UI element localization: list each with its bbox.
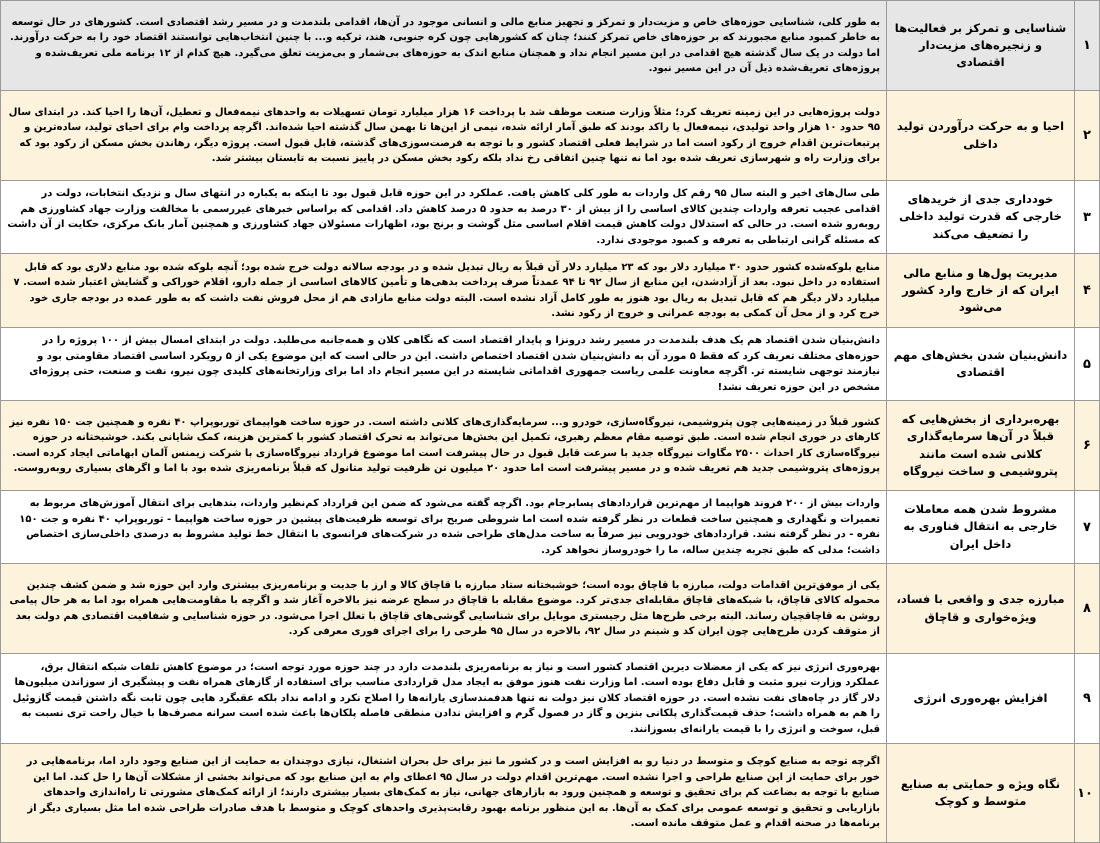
- table-row: [1, 91, 1100, 181]
- row-title: افزایش بهره‌وری انرژی: [887, 654, 1075, 744]
- row-title: مدیریت پول‌ها و منابع مالی ایران که از خارج وارد کشور می‌شود: [887, 254, 1075, 328]
- row-description: کشور قبلاً در زمینه‌هایی چون پتروشیمی، نیروگاه‌سازی، خودرو و... سرمایه‌گذاری‌های کلانی داشته است. در حوزه ساخت هواپیمای توربوپراپ ۴۰ نفره و همچنین جت ۱۵۰ نفره نیز کارهای در خوری انجام شده است. طبق توصیه مقام معظم رهبری، تکمیل این بخش‌ها می‌تواند به تحرک اقتصاد کشور با کمترین هزینه، کمک شایانی بکند. خوشبختانه در حوزه نیروگاه‌سازی کار احداث ۲۵۰۰ مگاوات نیروگاه جدید با سرعت قابل قبول در حال پیشرفت است اما موضوع قرارداد نیروگاه‌سازی با شرکت زیمنس آلمان ابهاماتی ایجاد کرده است. پروژه‌های پتروشیمی جدید هم تعریف شده و در مسیر پیشرفت است اما حدود ۲۰ میلیون تن ظرفیت تولید متانول که قبلاً برنامه‌ریزی شده بود با اما و اگرهای بسیاری روبه‌روست.: [1, 401, 887, 491]
- row-description: دولت پروژه‌هایی در این زمینه تعریف کرد؛ مثلاً وزارت صنعت موظف شد با پرداخت ۱۶ هزار میلیارد تومان تسهیلات به واحدهای نیمه‌فعال و تعطیل، آن‌ها را احیا کند. در ابتدای سال ۹۵ حدود ۱۰ هزار واحد تولیدی، نیمه‌فعال یا راکد بودند که طبق آمار ارائه شده، نیمی از این‌ها تا بهمن سال گذشته احیا شده‌اند. اگرچه پرداخت وام برای احیای تولید، ساده‌ترین و پرتبعات‌ترین اقدام خروج از رکود است اما در شرایط فعلی اقتصاد کشور و با توجه به فرصت‌سوزی‌های گذشته، قابل قبول است. پروژه دیگر، رهاندن بخش مسکن از رکود بود که برای وزارت راه و شهرسازی تعریف شده بود اما نه تنها چنین اتفاقی رخ نداد بلکه رکود بخش مسکن در پاییز نسبت به تابستان بیشتر شد.: [1, 91, 887, 181]
- row-description: اگرچه توجه به صنایع کوچک و متوسط در دنیا رو به افزایش است و در کشور ما نیز برای حل بحران اشتغال، نیازی دوچندان به حمایت از این صنایع وجود دارد اما، برنامه‌هایی در خور برای حمایت از این صنایع طراحی و اجرا نشده است. مهم‌ترین اقدام دولت در سال ۹۵ اعطای وام به این صنایع بود که می‌تواند بخشی از مشکلات آن‌ها را حل کند. اما این صنایع با توجه به بضاعت کم برای تحقیق و توسعه و همچنین ورود به بازارهای جهانی، نیاز به کمک‌های بسیار بیشتری دارند؛ از ارائه کمک‌های مشورتی تا راه‌اندازی واحدهای بازاریابی و تحقیق و توسعه عمومی برای کمک به آن‌ها. به این منظور برنامه بهبود رقابت‌پذیری واحدهای کوچک و متوسط با هدف صادرات طراحی شده اما مثل بسیاری دیگر از برنامه‌ها در صحنه اقدام و عمل متوقف مانده است.: [1, 744, 887, 843]
- row-number: ۷: [1075, 491, 1100, 564]
- row-number: ۹: [1075, 654, 1100, 744]
- row-number: ۱: [1075, 1, 1100, 91]
- row-number: ۴: [1075, 254, 1100, 328]
- table-row: [1, 254, 1100, 328]
- row-description: یکی از موفق‌ترین اقدامات دولت، مبارزه با قاچاق بوده است؛ خوشبختانه ستاد مبارزه با قاچاق کالا و ارز با جدیت و برنامه‌ریزی بیشتری وارد این حوزه شد و ضمن کشف چندین محموله کالای قاچاق، با شبکه‌های قاچاق مقابله‌ای جدی‌تر کرد. موضوع مقابله با قاچاق در سطح عرضه نیز بالاخره آغاز شد و اگرچه با مقاومت‌هایی همراه بود اما به هر حال پیامی روشن به قاچاقچیان رساند. البته برخی طرح‌ها مثل رجیستری موبایل برای شناسایی گوشی‌های قاچاق با تعلل اجرا می‌شود. در حوزه شناسایی و شفافیت اقتصادی هم دولت بعد از متوقف کردن طرح‌هایی چون ایران کد و شبنم در سال ۹۲، بالاخره در سال ۹۵ طرحی را برای اجرای فوری معرفی کرد.: [1, 564, 887, 654]
- row-description: دانش‌بنیان شدن اقتصاد هم یک هدف بلندمدت در مسیر رشد درونزا و پایدار اقتصاد است که نگاهی کلان و همه‌جانبه می‌طلبد. دولت در ابتدای امسال بیش از ۱۰۰ پروژه را در حوزه‌های مختلف تعریف کرد که فقط ۵ مورد آن به دانش‌بنیان شدن اقتصاد اختصاص داشت. این در حالی است که این موضوع یکی از ۵ رویکرد اساسی اقتصاد مقاومتی بود و نیازمند توجهی شایسته تر. اگرچه معاونت علمی ریاست جمهوری اقداماتی شایسته در این مسیر انجام داد اما برای وزارتخانه‌های کلیدی چون نیرو، نفت و صنعت، حتی پروژه‌ای مشخص در این حوزه تعریف نشد!: [1, 328, 887, 401]
- row-description: طی سال‌های اخیر و البته سال ۹۵ رقم کل واردات به طور کلی کاهش یافت. عملکرد در این حوزه قابل قبول بود تا اینکه به یکباره در انتهای سال و نزدیک انتخابات، دولت در اقدامی عجیب تعرفه واردات چندین کالای اساسی را از بیش از ۳۰ درصد به حدود ۵ درصد کاهش داد. اقدامی که براساس خبرهای غیررسمی با مخالفت وزارت جهاد کشاورزی هم روبه‌رو شده است. در حالی که استدلال دولت کاهش قیمت اقلام اساسی مثل گوشت و برنج بود، اظهارات مسئولان جهاد کشاورزی و همچنین آمار بانک مرکزی، حکایت از آن داشت که مسئله گرانی ارتباطی به تعرفه و کمبود موجودی ندارد.: [1, 181, 887, 254]
- row-description: بهره‌وری انرژی نیز که یکی از معضلات دیرین اقتصاد کشور است و نیاز به برنامه‌ریزی بلندمدت دارد در چند حوزه مورد توجه است؛ در موضوع کاهش تلفات شبکه انتقال برق، عملکرد وزارت نیرو مثبت و قابل دفاع بوده است. اما وزارت نفت هنوز موفق به ایجاد مدل قراردادی مناسب برای استفاده از گازهای همراه نفت و پیشگیری از سوزاندن میلیون‌ها دلار گاز در چاه‌های نفت نشده است. در حوزه اقتصاد کلان نیز دولت نه تنها هدفمندسازی یارانه‌ها را اصلاح نکرد و ادامه نداد بلکه عقبگرد هایی چون ثابت نگه داشتن قیمت گازوئیل را هم به همراه داشت؛ حذف قیمت‌گذاری پلکانی بنزین و گاز در فصول گرم و افزایش ندادن منطقی فاصله پلکان‌ها باعث شده است سرانه مصرف‌ها با خیال راحت تری نسبت به قبل، سوخت و انرژی را با قیمت یارانه‌ای بسوزانند.: [1, 654, 887, 744]
- row-description: واردات بیش از ۲۰۰ فروند هواپیما از مهم‌ترین قراردادهای پسابرجام بود. اگرچه گفته می‌شود که ضمن این قرارداد کم‌نظیر واردات، بندهایی برای انتقال آموزش‌های مربوط به تعمیرات و نگهداری و همچنین ساخت قطعات در نظر گرفته شده است اما شروطی صریح برای توسعه ظرفیت‌های پیشین در حوزه ساخت هواپیما - توربوپراپ ۴۰ نفره و جت ۱۵۰ نفره - در نظر گرفته نشد. قراردادهای خودرویی نیز صرفاً به ساخت مدل‌های طراحی شده در شرکت‌های فرانسوی با انتقال خط تولید مشروط به درصدی داخلی‌سازی اختصاص داشت؛ مدلی که طبق تجربه چندین ساله، ما را خودروساز نخواهد کرد.: [1, 491, 887, 564]
- table-row: [1, 1, 1100, 91]
- row-number: ۲: [1075, 91, 1100, 181]
- row-number: ۶: [1075, 401, 1100, 491]
- row-title: نگاه ویژه و حمایتی به صنایع متوسط و کوچک: [887, 744, 1075, 843]
- table-row: [1, 491, 1100, 564]
- table-row: [1, 564, 1100, 654]
- row-description: به طور کلی، شناسایی حوزه‌های خاص و مزیت‌دار و تمرکز و تجهیز منابع مالی و انسانی موجود در آن‌ها، اقدامی بلندمدت و در مسیر رشد اقتصادی است. کشورهای در حال توسعه به خاطر کمبود منابع مجبورند که بر حوزه‌های خاص تمرکز کنند؛ چنان که کشورهایی چون کره جنوبی، هند، ترکیه و... با چنین انتخاب‌هایی توانستند اقتصاد خود را به حرکت درآورند. اما دولت در یک سال گذشته هیچ اقدامی در این مسیر انجام نداد و همچنان منابع اندک به حوزه‌های بی‌شمار و بی‌مزیت تعلق می‌گیرد. هیچ کدام از ۱۲ برنامه ملی تعریف‌شده و پروژه‌های تعریف‌شده ذیل آن در این مسیر نبود.: [1, 1, 887, 91]
- row-title: بهره‌برداری از بخش‌هایی که قبلاً در آن‌ها سرمایه‌گذاری کلانی شده است مانند پتروشیمی و ساخت نیروگاه: [887, 401, 1075, 491]
- table-row: [1, 654, 1100, 744]
- row-title: احیا و به حرکت درآوردن تولید داخلی: [887, 91, 1075, 181]
- table-row: [1, 744, 1100, 843]
- row-title: خودداری جدی از خریدهای خارجی که قدرت تولید داخلی را تضعیف می‌کند: [887, 181, 1075, 254]
- row-title: دانش‌بنیان شدن بخش‌های مهم اقتصادی: [887, 328, 1075, 401]
- row-title: شناسایی و تمرکز بر فعالیت‌ها و زنجیره‌های مزیت‌دار اقتصادی: [887, 1, 1075, 91]
- table-row: [1, 328, 1100, 401]
- table-row: [1, 181, 1100, 254]
- row-description: منابع بلوکه‌شده کشور حدود ۳۰ میلیارد دلار بود که ۲۳ میلیارد دلار آن قبلاً به ریال تبدیل شده و در بودجه سالانه دولت خرج شده بود؛ آنچه بلوکه شده بود منابع دلاری بود که قابل استفاده در داخل نبود. بعد از آزادشدن، این منابع از سال ۹۲ تا ۹۴ عمدتاً صرف پرداخت بدهی‌ها و تأمین کالاهای اساسی از جمله دارو، اقلام خوراکی و گشایش اعتبار شده است. ۷ میلیارد دلار دیگر هم که قابل تبدیل به ریال بود هنوز به طور کامل آزاد نشده است. البته دولت منابع مازادی هم از محل فروش نفت داشت که به طور عمده در بودجه جاری خود خرج کرد و از محل آن کمکی به بودجه عمرانی و خروج از رکود نشد.: [1, 254, 887, 328]
- row-number: ۱۰: [1075, 744, 1100, 843]
- row-title: مبارزه جدی و واقعی با فساد، ویژه‌خواری و قاچاق: [887, 564, 1075, 654]
- row-number: ۳: [1075, 181, 1100, 254]
- table-row: [1, 401, 1100, 491]
- row-title: مشروط شدن همه معاملات خارجی به انتقال فناوری به داخل ایران: [887, 491, 1075, 564]
- row-number: ۵: [1075, 328, 1100, 401]
- row-number: ۸: [1075, 564, 1100, 654]
